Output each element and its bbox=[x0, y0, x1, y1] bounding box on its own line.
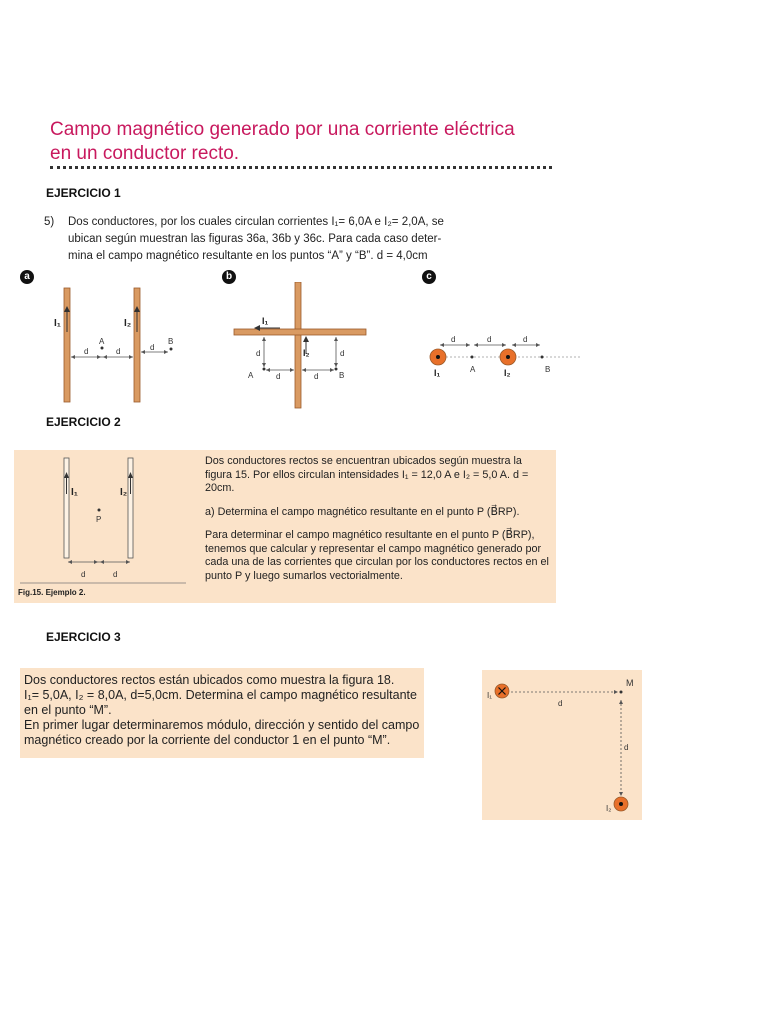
point-p bbox=[98, 509, 101, 512]
arrow-head bbox=[619, 700, 623, 704]
figure-a-badge: a bbox=[20, 270, 34, 284]
label-d: d bbox=[84, 347, 89, 356]
label-p: P bbox=[96, 515, 102, 524]
arrow-head bbox=[266, 368, 270, 372]
arrow-head bbox=[330, 368, 334, 372]
arrow-head bbox=[614, 690, 618, 694]
label-i2: I₂ bbox=[606, 804, 612, 813]
title-line-2: en un conductor recto. bbox=[50, 143, 240, 164]
ex1-number: 5) bbox=[44, 216, 55, 228]
figure-15-caption: Fig.15. Ejemplo 2. bbox=[18, 588, 86, 597]
arrow-head bbox=[262, 363, 266, 367]
point-b bbox=[541, 356, 544, 359]
label-d: d bbox=[624, 743, 629, 752]
point-b bbox=[170, 348, 173, 351]
label-i2: I₂ bbox=[504, 368, 511, 378]
label-d: d bbox=[256, 349, 261, 358]
arrow-head bbox=[334, 337, 338, 341]
ex2-heading: EJERCICIO 2 bbox=[46, 415, 121, 429]
label-d: d bbox=[340, 349, 345, 358]
arrow-head bbox=[512, 343, 516, 347]
label-d: d bbox=[113, 570, 118, 579]
arrow-head bbox=[164, 350, 168, 354]
vertical-wire bbox=[295, 282, 301, 408]
label-d: d bbox=[487, 335, 492, 344]
label-i2: I₂ bbox=[303, 348, 310, 358]
ex1-statement bbox=[44, 214, 444, 265]
arrow-head bbox=[103, 355, 107, 359]
arrow-head bbox=[474, 343, 478, 347]
arrow-head bbox=[129, 355, 133, 359]
figure-b bbox=[228, 282, 378, 412]
label-d: d bbox=[81, 570, 86, 579]
figure-c bbox=[420, 328, 585, 388]
ex1-line-2: ubican según muestran las figuras 36a, 36b y 36c. Para cada caso deter- bbox=[68, 233, 442, 245]
ex2-statement bbox=[205, 455, 550, 583]
wire-1 bbox=[64, 288, 70, 402]
label-b: B bbox=[339, 371, 345, 380]
arrow-head bbox=[302, 368, 306, 372]
arrow-head bbox=[290, 368, 294, 372]
point-b bbox=[335, 368, 338, 371]
wire-2 bbox=[134, 288, 140, 402]
arrow-head bbox=[97, 355, 101, 359]
ex3-statement bbox=[24, 673, 424, 748]
ex3-heading: EJERCICIO 3 bbox=[46, 630, 121, 644]
arrow-head bbox=[502, 343, 506, 347]
figure-a bbox=[40, 282, 200, 412]
label-i1: I₁ bbox=[487, 691, 492, 700]
arrow-head bbox=[466, 343, 470, 347]
current-out-icon bbox=[506, 355, 510, 359]
figure-15 bbox=[18, 452, 190, 600]
label-d: d bbox=[558, 699, 563, 708]
ex2-paragraph-1: Dos conductores rectos se encuentran ubicados según muestra la figura 15. Por ellos circulan intensidades I₁ = 12,0 A e I₂ = 5,0 A. d = 20cm. bbox=[205, 455, 529, 494]
current-out-icon bbox=[619, 802, 623, 806]
point-a bbox=[101, 347, 104, 350]
label-a: A bbox=[99, 337, 105, 346]
point-a bbox=[263, 368, 266, 371]
arrow-head bbox=[126, 560, 130, 564]
ex2-paragraph-3: Para determinar el campo magnético resultante en el punto P (B⃗RP), tenemos que calcular y representar el campo magnético generado por cada una de las corrientes que circulan por los conductores rectos en el punto P y luego sumarlos vectorialmente. bbox=[205, 529, 549, 582]
horizontal-wire bbox=[234, 329, 366, 335]
label-a: A bbox=[248, 371, 254, 380]
arrow-head bbox=[619, 792, 623, 796]
arrow-head bbox=[536, 343, 540, 347]
ex1-line-3: mina el campo magnético resultante en los puntos “A” y “B”. d = 4,0cm bbox=[68, 250, 428, 262]
arrow-head bbox=[71, 355, 75, 359]
ex3-line-4: En primer lugar determinaremos módulo, dirección y sentido del campo bbox=[24, 718, 420, 732]
point-a bbox=[471, 356, 474, 359]
label-i2: I₂ bbox=[120, 487, 128, 498]
label-b: B bbox=[168, 337, 174, 346]
arrow-head bbox=[334, 363, 338, 367]
ex3-line-5: magnético creado por la corriente del conductor 1 en el punto “M”. bbox=[24, 733, 391, 747]
current-out-icon bbox=[436, 355, 440, 359]
ex1-heading: EJERCICIO 1 bbox=[46, 186, 121, 200]
arrow-head bbox=[440, 343, 444, 347]
ex3-line-3: en el punto “M”. bbox=[24, 703, 112, 717]
arrow-head bbox=[100, 560, 104, 564]
current-arrow-head-2 bbox=[303, 336, 309, 342]
label-d: d bbox=[150, 343, 155, 352]
label-i1: I₁ bbox=[434, 368, 441, 378]
label-d: d bbox=[451, 335, 456, 344]
label-i1: I₁ bbox=[262, 316, 269, 326]
title-line-1: Campo magnético generado por una corriente eléctrica bbox=[50, 119, 515, 140]
label-i1: I₁ bbox=[54, 318, 61, 329]
arrow-head bbox=[68, 560, 72, 564]
label-d: d bbox=[116, 347, 121, 356]
label-i2: I₂ bbox=[124, 318, 132, 329]
point-m bbox=[620, 691, 623, 694]
figure-c-badge: c bbox=[422, 270, 436, 284]
arrow-head bbox=[141, 350, 145, 354]
ex1-line-1: Dos conductores, por los cuales circulan corrientes I₁= 6,0A e I₂= 2,0A, se bbox=[68, 216, 444, 228]
label-d: d bbox=[276, 372, 281, 381]
ex3-line-1: Dos conductores rectos están ubicados como muestra la figura 18. bbox=[24, 673, 395, 687]
ex2-paragraph-2: a) Determina el campo magnético resultante en el punto P (B⃗RP). bbox=[205, 505, 520, 518]
title-divider bbox=[50, 166, 552, 169]
label-b: B bbox=[545, 365, 551, 374]
figure-b-badge: b bbox=[222, 270, 236, 284]
label-i1: I₁ bbox=[71, 487, 78, 498]
arrow-head bbox=[94, 560, 98, 564]
arrow-head bbox=[262, 337, 266, 341]
label-d: d bbox=[523, 335, 528, 344]
label-a: A bbox=[470, 365, 476, 374]
label-m: M bbox=[626, 678, 634, 688]
page-title bbox=[50, 118, 570, 166]
figure-18 bbox=[482, 670, 642, 820]
label-d: d bbox=[314, 372, 319, 381]
ex3-line-2: I₁= 5,0A, I₂ = 8,0A, d=5,0cm. Determina el campo magnético resultante bbox=[24, 688, 417, 702]
